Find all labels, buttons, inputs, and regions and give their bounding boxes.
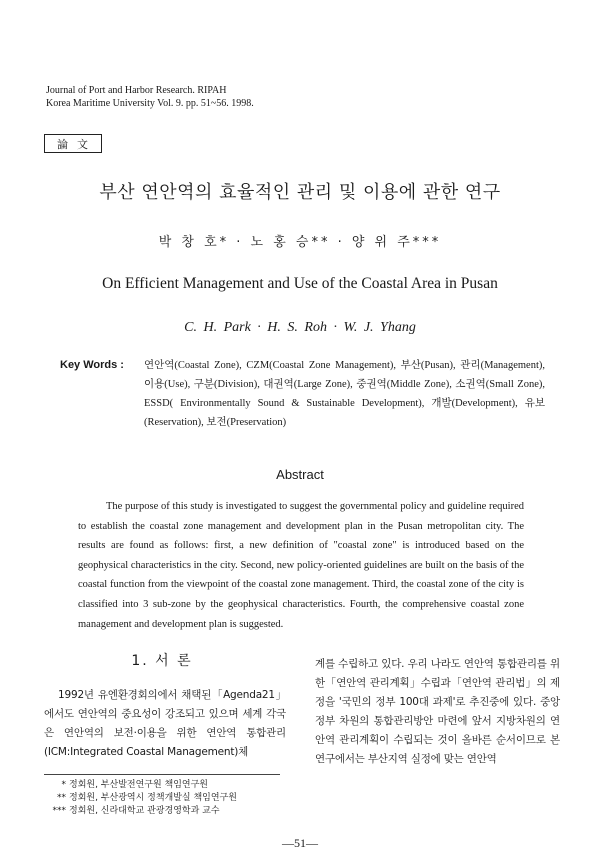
authors-english: C. H. Park · H. S. Roh · W. J. Yhang bbox=[184, 320, 416, 335]
abstract-body bbox=[78, 497, 524, 634]
title-english: On Efficient Management and Use of the Coastal Area in Pusan bbox=[102, 275, 498, 292]
authors-korean: 박 창 호* · 노 홍 승** · 양 위 주*** bbox=[158, 235, 442, 250]
body-text-left: 1992년 유엔환경회의에서 채택된「Agenda21」에서도 연안역의 중요성이 강조되고 있으며 세계 각국은 연안역의 보전·이용을 위한 연안역 통합관리(ICM:Integrated Coastal Management)체 bbox=[44, 689, 286, 758]
body-column-right: 계를 수립하고 있다. 우리 나라도 연안역 통합관리를 위한「연안역 관리계획」수립과「연안역 관리법」의 제정을 '국민의 정부 100대 과제'로 추진중에 있다. 중앙정부 차원의 통합관리방안 마련에 앞서 지방차원의 연안역 관리계획이 수립되는 것이 올바른 순서이므로 본 연구에서는 부산지역 실정에 맞는 연안역 bbox=[315, 658, 560, 765]
keywords-label: Key Words : bbox=[60, 359, 124, 371]
footnote bbox=[44, 805, 304, 818]
footnote-mark: * bbox=[61, 780, 66, 790]
footnote-text: 정회원, 부산광역시 정책개발실 책임연구원 bbox=[69, 793, 237, 803]
section-heading: 1. 서 론 bbox=[131, 653, 193, 669]
footnote-mark: *** bbox=[52, 806, 66, 816]
abstract-heading: Abstract bbox=[276, 467, 324, 482]
footnote-text: 정회원, 부산발전연구원 책임연구원 bbox=[69, 780, 208, 790]
article-type-badge: 論文 bbox=[44, 134, 102, 153]
keywords-block bbox=[60, 356, 545, 432]
footnote-mark: ** bbox=[57, 793, 66, 803]
footnote bbox=[44, 792, 304, 805]
journal-line-1: Journal of Port and Harbor Research. RIPAH bbox=[46, 85, 227, 96]
title-korean: 부산 연안역의 효율적인 관리 및 이용에 관한 연구 bbox=[99, 182, 501, 203]
abstract-text: The purpose of this study is investigated to suggest the governmental policy and guideline required to establish the coastal zone management and development plan in the Pusan metropolitan city. The results are found as follows: first, a new definition of "coastal zone" is introduced based on the geophysical characteristics in the city. Second, new policy-oriented guidelines are built on the basis of the coastal function from the viewpoint of the coastal zone management. Third, the coastal zone of the city is classified into 3 sub-zone by the geophysical characteristics. Fourth, the comprehensive coastal zone management and development plan is suggested. bbox=[78, 501, 524, 630]
footnote-divider bbox=[44, 774, 280, 775]
journal-header bbox=[46, 84, 254, 110]
keywords-text: 연안역(Coastal Zone), CZM(Coastal Zone Management), 부산(Pusan), 관리(Management), 이용(Use), 구분(Division), 대권역(Large Zone), 중권역(Middle Zone), 소권역(Small Zone), ESSD( Environmentally Sound & Sustainable Development), 개발(Development), 유보(Reservation), 보전(Preservation) bbox=[144, 360, 545, 428]
body-column-left bbox=[44, 686, 286, 762]
footnote-text: 정회원, 신라대학교 관광경영학과 교수 bbox=[69, 806, 220, 816]
footnotes bbox=[44, 779, 304, 818]
footnote bbox=[44, 779, 304, 792]
page-number: —51— bbox=[282, 836, 318, 850]
journal-line-2: Korea Maritime University Vol. 9. pp. 51~56. 1998. bbox=[46, 98, 254, 109]
